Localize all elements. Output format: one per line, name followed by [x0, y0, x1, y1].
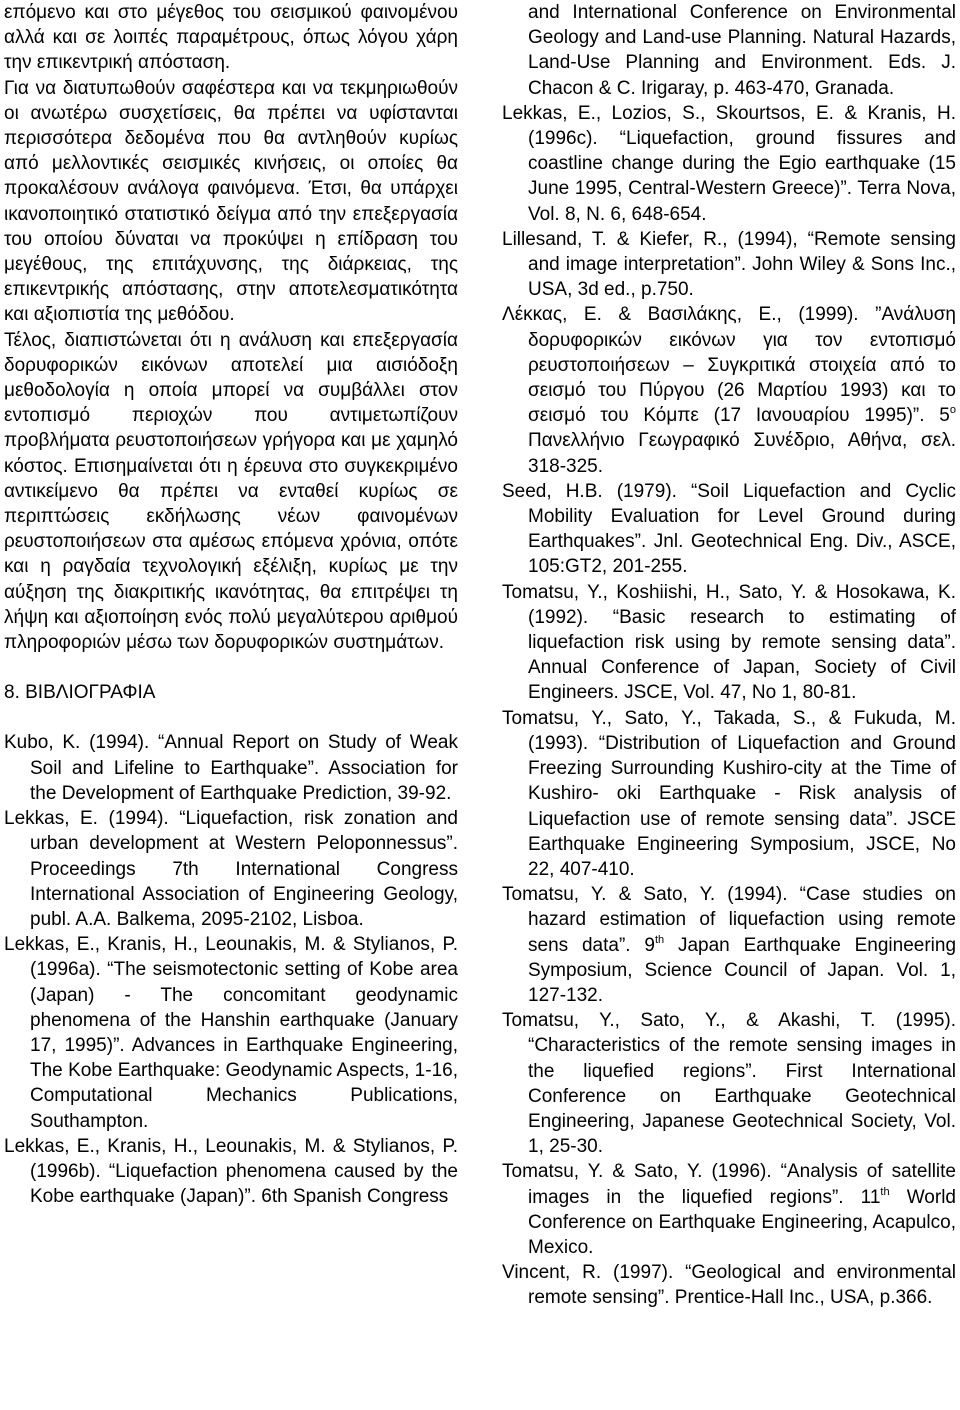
- reference-item: Tomatsu, Y., Koshiishi, H., Sato, Y. & Hosokawa, K. (1992). “Basic research to estimating of liquefaction risk using by remote sensing data”. Annual Conference of Japan, Society of Civil Engineers. JSCE, Vol. 47, No 1, 80-81.: [502, 581, 956, 704]
- reference-text: Tomatsu, Y. & Sato, Y. (1994). “Case studies on hazard estimation of liquefaction using remote sens data”. 9: [502, 884, 956, 956]
- reference-item: Lekkas, E. (1994). “Liquefaction, risk zonation and urban development at Western Peloponnessus”. Proceedings 7th International Congress International Association of Engineering Geology, publ. A.A. Balkema, 2095-2102, Lisboa.: [4, 808, 458, 930]
- superscript: th: [654, 933, 665, 946]
- reference-item: Lekkas, E., Kranis, H., Leounakis, M. & Stylianos, P. (1996a). “The seismotectonic setting of Kobe area (Japan) - The concomitant geodynamic phenomena of the Hanshin earthquake (January 17, 1995)”. Advances in Earthquake Engineering, The Kobe Earthquake: Geodynamic Aspects, 1-16, Computational Mechanics Publications, Southampton.: [4, 934, 458, 1132]
- superscript: ο: [949, 404, 956, 417]
- reference-text: Japan Earthquake Engineering Symposium, Science Council of Japan. Vol. 1, 127-132.: [528, 934, 957, 1006]
- superscript: th: [880, 1185, 890, 1198]
- reference-text: Πανελλήνιο Γεωγραφικό Συνέδριο, Αθήνα, σελ. 318-325.: [528, 430, 956, 477]
- reference-item: Lekkas, E., Kranis, H., Leounakis, M. & Stylianos, P. (1996b). “Liquefaction phenomena caused by the Kobe earthquake (Japan)”. 6th Spanish Congress: [4, 1135, 458, 1208]
- reference-item: Tomatsu, Y., Sato, Y., & Akashi, T. (1995). “Characteristics of the remote sensing images in the liquefied regions”. First International Conference on Earthquake Geotechnical Engineering, Japanese Geotechnical Society, Vol. 1, 25-30.: [502, 1010, 956, 1158]
- reference-item: Tomatsu, Y., Sato, Y., Takada, S., & Fukuda, M. (1993). “Distribution of Liquefaction and Ground Freezing Surrounding Kushiro-city at the Time of Kushiro- oki Earthquake - Risk analysis of Liquefaction use of remote sensing data”. JSCE Earthquake Engineering Symposium, JSCE, No 22, 407-410.: [502, 707, 956, 880]
- reference-item: Kubo, K. (1994). “Annual Report on Study of Weak Soil and Lifeline to Earthquake”. Association for the Development of Earthquake Prediction, 39-92.: [4, 732, 458, 804]
- reference-item: [502, 882, 956, 1008]
- body-paragraph: επόμενο και στο μέγεθος του σεισμικού φαινομένου αλλά και σε λοιπές παραμέτρους, όπως λόγου χάρη την επικεντρική απόσταση.: [4, 2, 458, 74]
- reference-text: World Conference on Earthquake Engineering, Acapulco, Mexico.: [528, 1186, 956, 1258]
- reference-item: Vincent, R. (1997). “Geological and environmental remote sensing”. Prentice-Hall Inc., USA, p.366.: [502, 1262, 956, 1309]
- reference-item: Lekkas, E., Lozios, S., Skourtsos, E. & Kranis, H. (1996c). “Liquefaction, ground fissures and coastline change during the Egio earthquake (15 June 1995, Central-Western Greece)”. Terra Nova, Vol. 8, N. 6, 648-654.: [502, 102, 956, 225]
- reference-item: Lillesand, T. & Kiefer, R., (1994), “Remote sensing and image interpretation”. John Wiley & Sons Inc., USA, 3d ed., p.750.: [502, 228, 956, 301]
- body-paragraph: Για να διατυπωθούν σαφέστερα και να τεκμηριωθούν οι ανωτέρω συσχετίσεις, θα πρέπει να υφίστανται περισσότερα δεδομένα που θα αντληθούν κυρίως από μελλοντικές σεισμικές κινήσεις, οι οποίες θα προκαλέσουν ανάλογα φαινόμενα. Έτσι, θα υπάρχει ικανοποιητικό στατιστικό δείγμα από την επεξεργασία του οποίου δύναται να προκύψει η επίδραση του μεγέθους, της επιτάχυνσης, της διάρκειας, της επικεντρικής απόστασης, στην αποτελεσματικότητα και αξιοπιστία της μεθόδου.: [4, 77, 458, 326]
- reference-text: Λέκκας, Ε. & Βασιλάκης, Ε., (1999). ”Ανάλυση δορυφορικών εικόνων για τον εντοπισμό ρευστοποιήσεων – Συγκριτικά στοιχεία από το σεισμό του Πύργου (26 Μαρτίου 1993) και το σεισμό του Κόμπε (17 Ιανουαρίου 1995)”.: [502, 304, 956, 427]
- reference-item: Seed, H.B. (1979). “Soil Liquefaction and Cyclic Mobility Evaluation for Level Ground during Earthquakes”. Jnl. Geotechnical Eng. Div., ASCE, 105:GT2, 201-255.: [502, 480, 956, 578]
- reference-text: 5: [939, 405, 950, 427]
- body-paragraph: Τέλος, διαπιστώνεται ότι η ανάλυση και επεξεργασία δορυφορικών εικόνων αποτελεί μια αισιόδοξη μεθοδολογία η οποία μπορεί να συμβάλλει στον εντοπισμό περιοχών που αντιμετωπίζουν προβλήματα ρευστοποιήσεων γρήγορα και με χαμηλό κόστος. Επισημαίνεται ότι η έρευνα στο συγκεκριμένο αντικείμενο θα πρέπει να ενταθεί κυρίως σε περιπτώσεις εκδήλωσης νέων φαινομένων ρευστοποιήσεων στα αμέσως επόμενα χρόνια, οπότε και η ραγδαία τεχνολογική εξέλιξη, κυρίως με την αύξηση της διακριτικής ικανότητας, θα επιτρέψει τη λήψη και αξιοποίηση ενός πολύ μεγαλύτερου αριθμού πληροφοριών μέσω των δορυφορικών συστημάτων.: [4, 329, 458, 654]
- reference-item: [502, 302, 956, 478]
- reference-text: Tomatsu, Y. & Sato, Y. (1996). “Analysis of satellite images in the liquefied regions”. 11: [502, 1161, 956, 1208]
- left-column: [4, 0, 458, 1209]
- reference-continuation: and International Conference on Environmental Geology and Land-use Planning. Natural Hazards, Land-Use Planning and Environment. Eds. J. Chacon & C. Irigaray, p. 463-470, Granada.: [528, 2, 956, 99]
- reference-item: [502, 1159, 956, 1260]
- section-heading: 8. ΒΙΒΛΙΟΓΡΑΦΙΑ: [4, 682, 156, 704]
- right-column: [502, 0, 956, 1311]
